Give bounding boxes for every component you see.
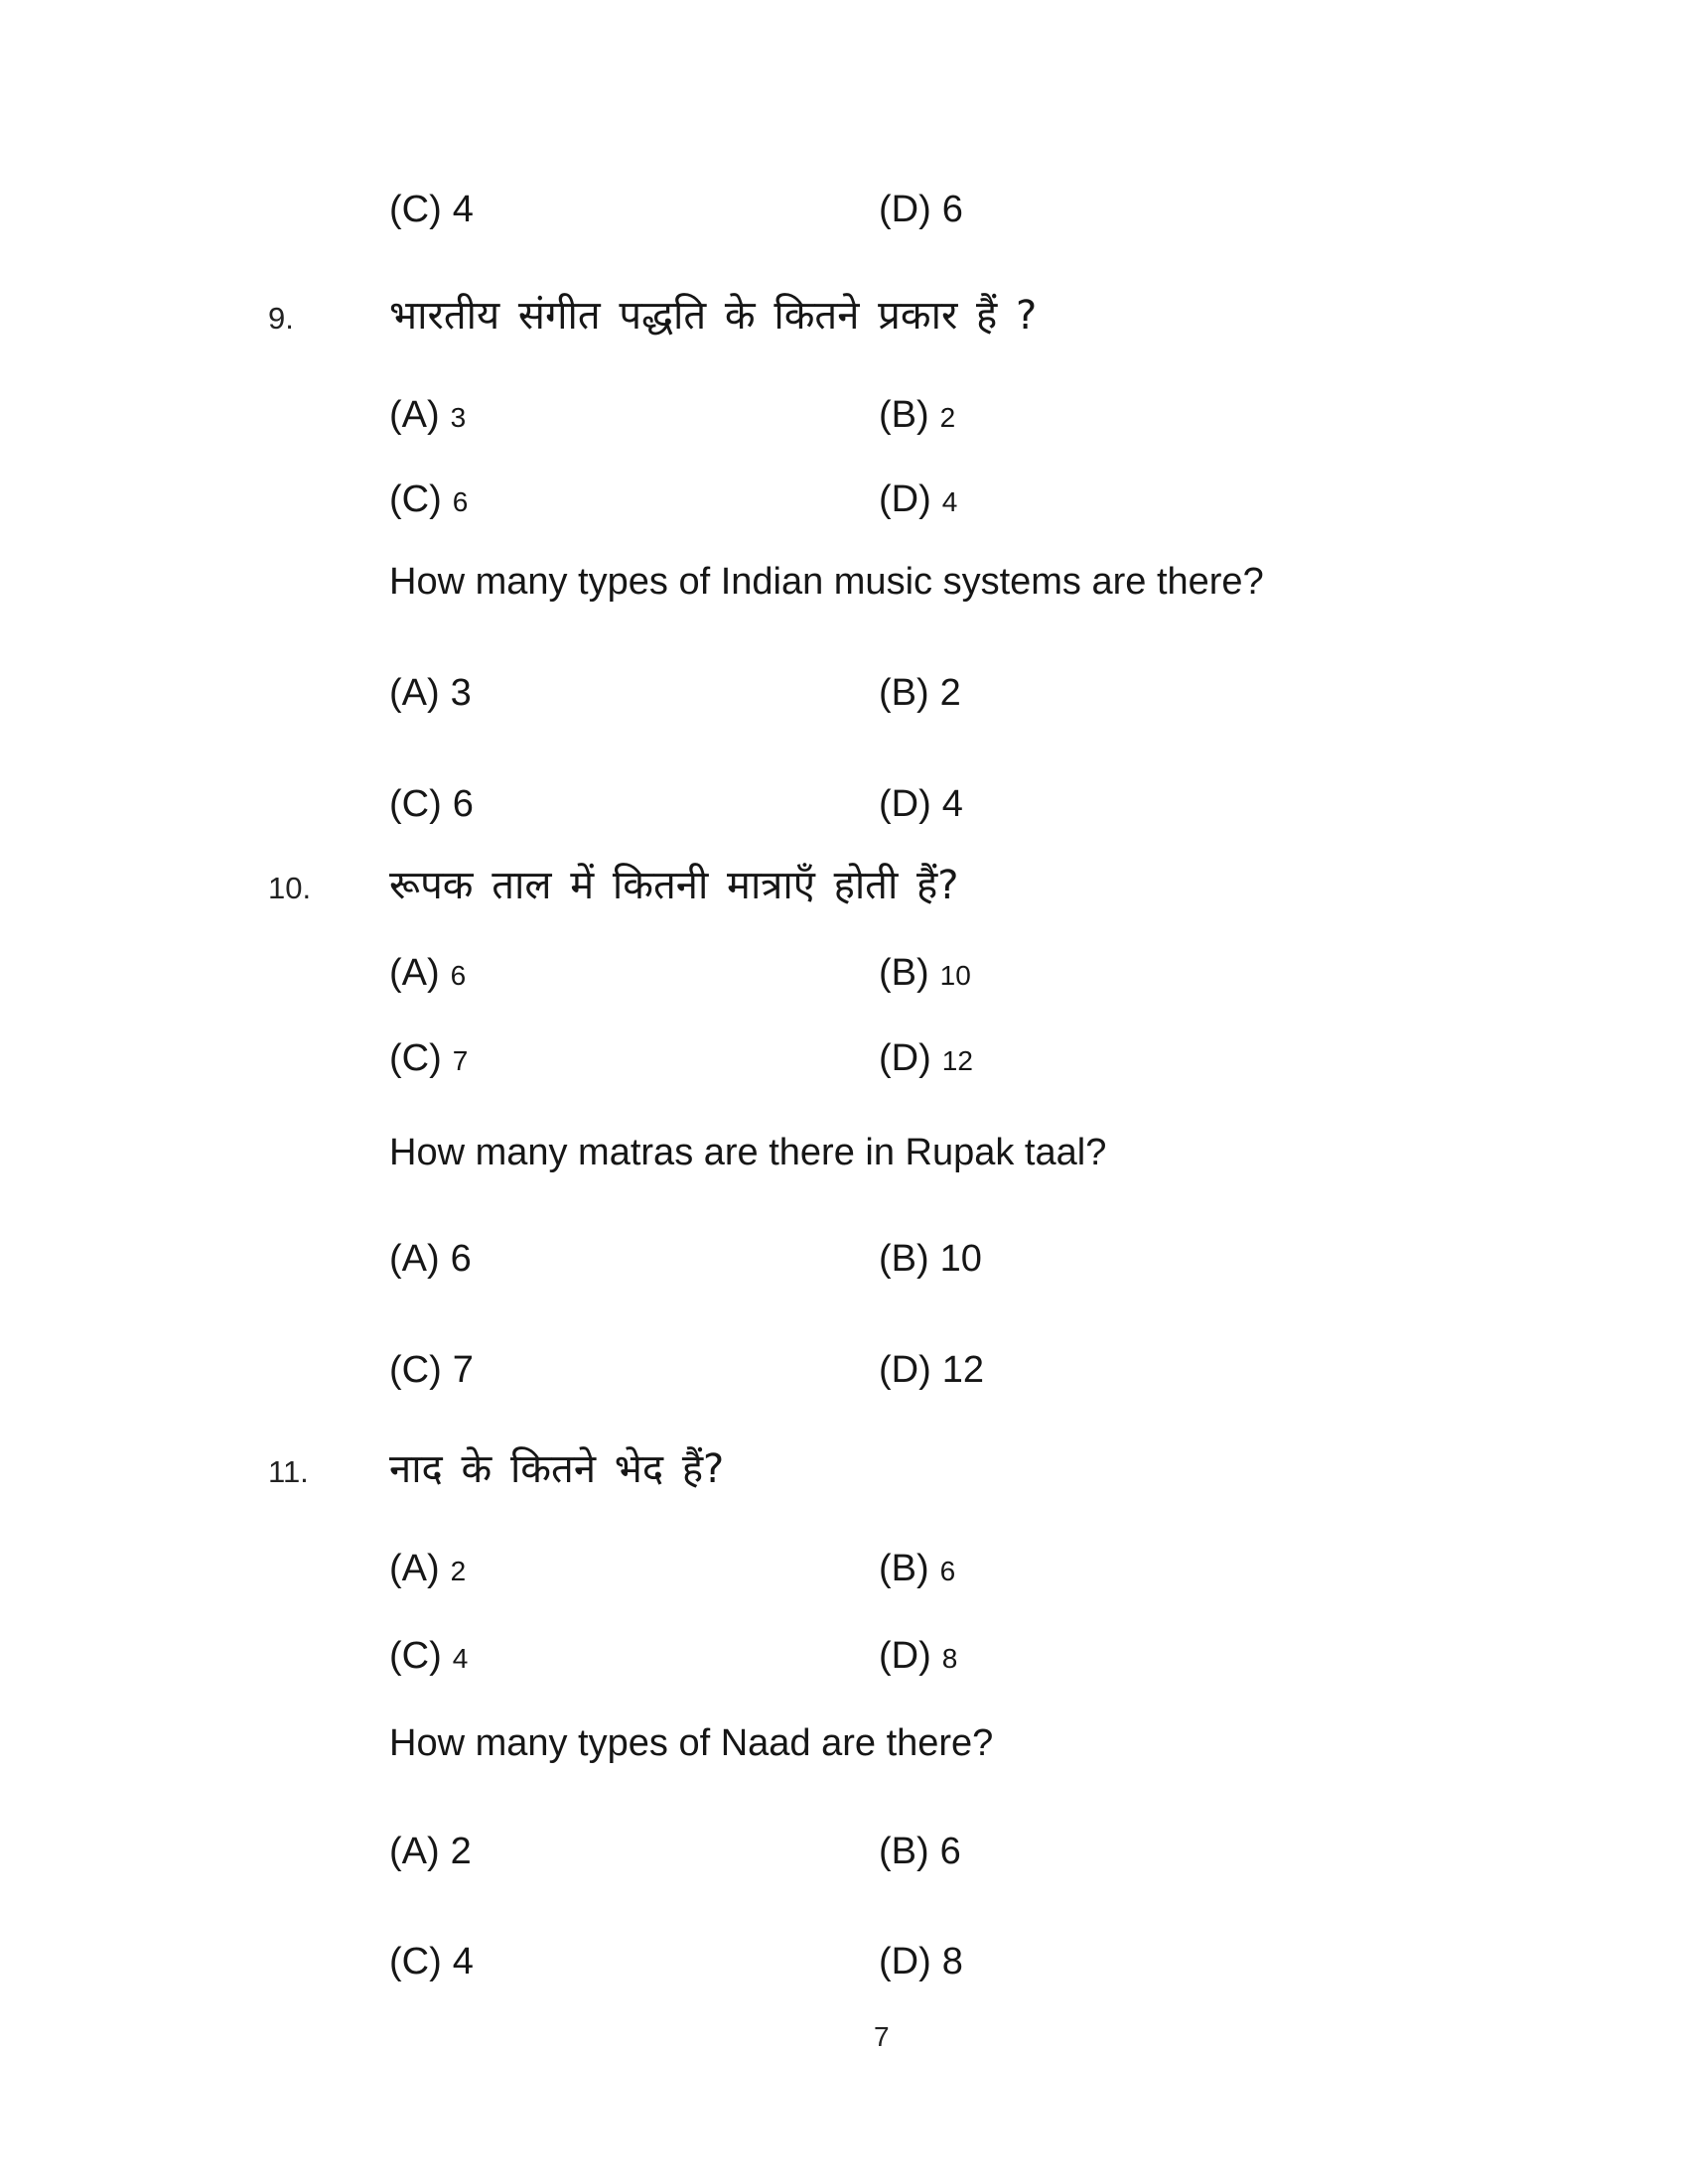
option-label: (D) [879,1037,931,1079]
options-row [389,784,1688,826]
option-label: (B) [879,394,929,436]
option-value: 2 [450,1831,472,1872]
option-value: 8 [941,1941,963,1982]
question-text-hindi: नाद के कितने भेद हैं? [389,1446,725,1492]
option-label: (D) [879,1349,931,1391]
option-label: (A) [389,672,440,714]
question-header [268,294,1688,338]
option-value: 4 [941,486,958,517]
option-label: (A) [389,952,440,994]
option-cell [879,783,963,825]
option-label: (C) [389,1349,442,1391]
option-cell [389,190,879,231]
options-row [389,1239,1688,1281]
option-label: (D) [879,1635,931,1677]
option-cell [389,479,879,521]
option-cell [879,1635,957,1677]
option-label: (B) [879,672,929,714]
option-label: (D) [879,783,931,825]
option-value: 6 [452,783,474,825]
option-value: 10 [939,960,971,991]
question-text-english: How many types of Indian music systems are there? [389,561,1264,603]
option-label: (A) [389,1238,440,1280]
options-row [389,395,1688,437]
option-cell [389,953,879,995]
option-value: 6 [452,486,469,517]
question-header [268,1447,1688,1491]
option-value: 6 [939,1556,956,1586]
option-value: 6 [450,960,467,991]
question-number: 9. [268,301,294,336]
option-label: (D) [879,1941,931,1982]
option-cell [879,672,961,714]
option-label: (B) [879,1238,929,1280]
options-row [389,1832,1688,1873]
option-label: (B) [879,1831,929,1872]
page-number: 7 [874,2021,890,2052]
option-label: (A) [389,1831,440,1872]
option-cell [879,1349,984,1391]
option-value: 4 [452,1643,469,1674]
options-row [389,673,1688,715]
option-value: 6 [941,189,963,230]
option-cell [879,1037,973,1079]
options-row [389,1942,1688,1983]
option-cell [879,478,957,520]
option-value: 2 [450,1556,467,1586]
option-value: 12 [941,1349,985,1391]
option-value: 7 [452,1349,474,1391]
question-text-english: How many matras are there in Rupak taal? [389,1132,1107,1173]
option-cell [389,1636,879,1678]
option-cell [389,1942,879,1983]
option-cell [879,952,971,994]
option-value: 12 [941,1045,973,1076]
option-value: 3 [450,402,467,433]
options-row [389,1549,1688,1590]
question-text-english: How many types of Naad are there? [389,1722,994,1764]
question-text-hindi: भारतीय संगीत पद्धति के कितने प्रकार हैं ? [389,293,1038,339]
question-header [268,864,1688,907]
option-cell [879,189,963,230]
option-value: 10 [939,1238,982,1280]
option-cell [389,1549,879,1590]
option-label: (B) [879,952,929,994]
option-value: 6 [450,1238,472,1280]
option-cell [879,1548,955,1589]
option-label: (A) [389,1548,440,1589]
options-row [389,1636,1688,1678]
option-cell [389,1832,879,1873]
question-text-hindi: रूपक ताल में कितनी मात्राएँ होती हैं? [389,863,959,908]
option-label: (C) [389,783,442,825]
option-cell [389,673,879,715]
option-value: 6 [939,1831,961,1872]
option-label: (D) [879,189,931,230]
option-label: (B) [879,1548,929,1589]
options-row [389,1038,1688,1080]
option-label: (A) [389,394,440,436]
option-cell [389,1239,879,1281]
option-value: 3 [450,672,472,714]
option-label: (D) [879,478,931,520]
option-value: 8 [941,1643,958,1674]
option-cell [389,784,879,826]
option-value: 2 [939,402,956,433]
option-cell [879,394,955,436]
option-value: 4 [452,1941,474,1982]
options-row [389,953,1688,995]
option-value: 7 [452,1045,469,1076]
option-cell [389,1350,879,1392]
option-value: 4 [452,189,474,230]
options-row [389,479,1688,521]
option-cell [389,1038,879,1080]
option-cell [879,1238,982,1280]
option-value: 2 [939,672,961,714]
options-row [389,1350,1688,1392]
option-label: (C) [389,1635,442,1677]
option-cell [879,1941,963,1982]
option-label: (C) [389,478,442,520]
question-number: 10. [268,871,312,905]
options-row [389,190,1688,231]
option-value: 4 [941,783,963,825]
option-cell [389,395,879,437]
question-number: 11. [268,1454,309,1489]
option-cell [879,1831,961,1872]
option-label: (C) [389,1941,442,1982]
option-label: (C) [389,1037,442,1079]
option-label: (C) [389,189,442,230]
